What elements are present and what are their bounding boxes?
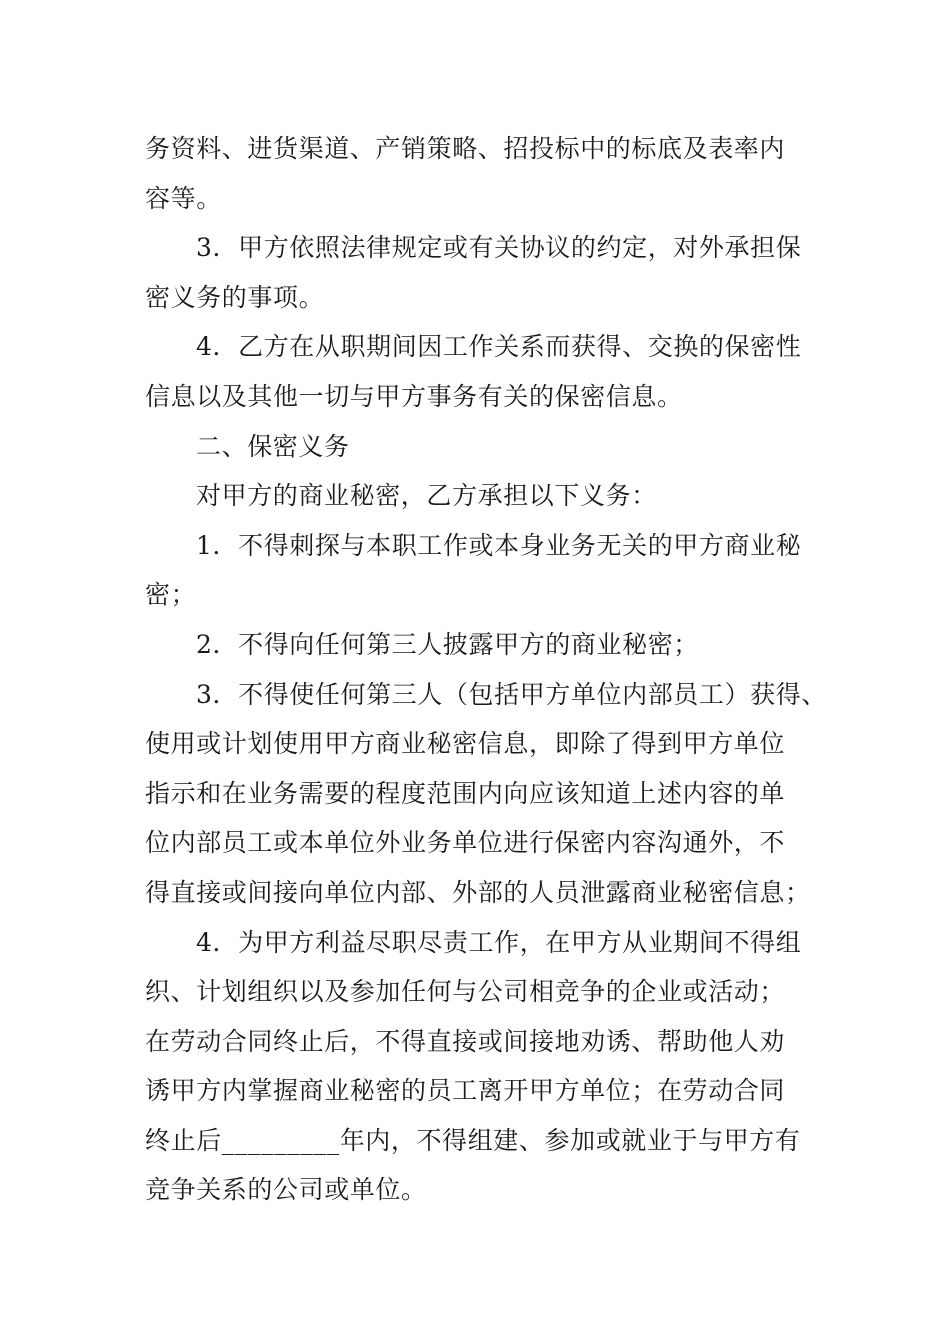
text-line: 指示和在业务需要的程度范围内向应该知道上述内容的单 bbox=[145, 778, 786, 808]
text-line: 务资料、进货渠道、产销策略、招投标中的标底及表率内 bbox=[145, 134, 786, 163]
text-line: 密； bbox=[145, 580, 197, 610]
text-line: 在劳动合同终止后，不得直接或间接地劝诱、帮助他人劝 bbox=[145, 1026, 786, 1056]
text-line: 3．甲方依照法律规定或有关协议的约定，对外承担保 bbox=[196, 233, 802, 263]
text-line: 终止后_________年内，不得组建、参加或就业于与甲方有 bbox=[145, 1125, 801, 1155]
text-line: 2．不得向任何第三人披露甲方的商业秘密； bbox=[196, 629, 699, 659]
text-line: 容等。 bbox=[145, 183, 222, 213]
text-line: 4．为甲方利益尽职尽责工作，在甲方从业期间不得组 bbox=[196, 927, 802, 957]
text-line: 信息以及其他一切与甲方事务有关的保密信息。 bbox=[145, 381, 683, 411]
text-line: 织、计划组织以及参加任何与公司相竞争的企业或活动； bbox=[145, 977, 786, 1007]
text-line: 4．乙方在从职期间因工作关系而获得、交换的保密性 bbox=[196, 332, 802, 362]
section-heading: 二、保密义务 bbox=[196, 431, 350, 461]
text-line: 诱甲方内掌握商业秘密的员工离开甲方单位；在劳动合同 bbox=[145, 1076, 786, 1106]
document-body bbox=[145, 124, 825, 1215]
text-line: 位内部员工或本单位外业务单位进行保密内容沟通外，不 bbox=[145, 828, 786, 858]
text-line: 对甲方的商业秘密，乙方承担以下义务： bbox=[196, 481, 657, 511]
text-line: 竞争关系的公司或单位。 bbox=[145, 1175, 427, 1205]
text-line: 3．不得使任何第三人（包括甲方单位内部员工）获得、 bbox=[196, 679, 827, 709]
text-line: 1．不得刺探与本职工作或本身业务无关的甲方商业秘 bbox=[196, 530, 802, 560]
text-line: 得直接或间接向单位内部、外部的人员泄露商业秘密信息； bbox=[145, 877, 811, 907]
text-line: 使用或计划使用甲方商业秘密信息，即除了得到甲方单位 bbox=[145, 729, 786, 759]
text-line: 密义务的事项。 bbox=[145, 282, 325, 312]
